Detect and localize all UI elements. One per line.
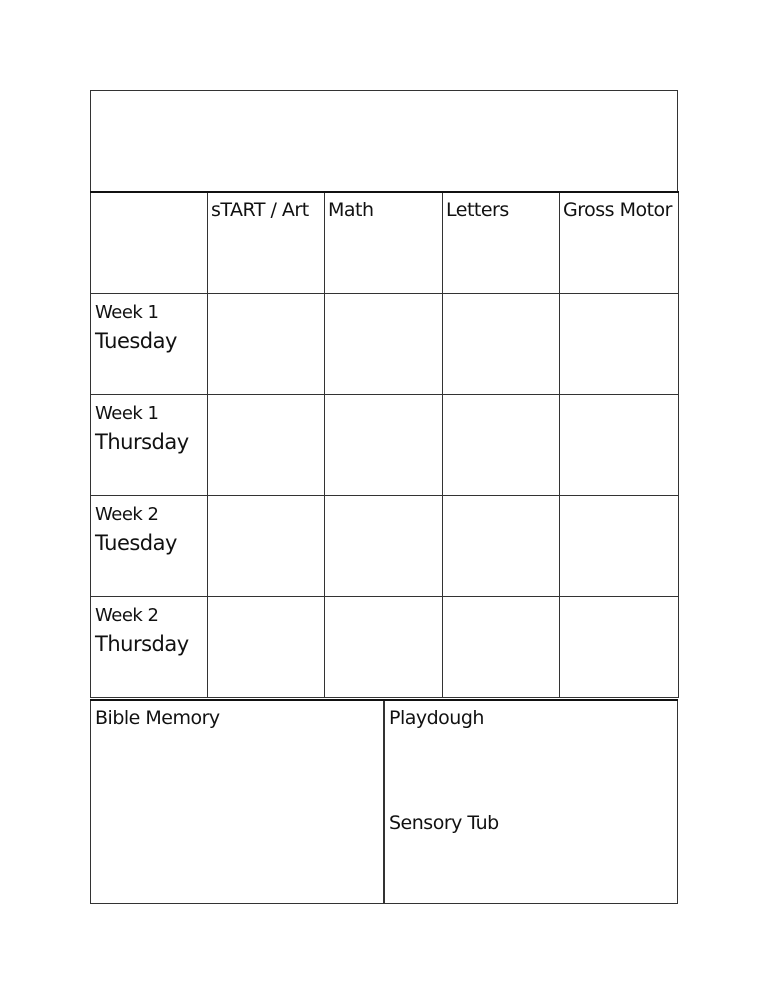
column-header: Math [328, 199, 374, 221]
column-header: sTART / Art [211, 199, 309, 221]
day-label: Tuesday [95, 531, 177, 555]
day-label: Tuesday [95, 329, 177, 353]
header-row [91, 192, 679, 294]
row-label [91, 597, 208, 698]
playdough-sensory-box [384, 701, 678, 904]
bottom-section [90, 699, 678, 905]
header-cell-math [325, 192, 443, 294]
grid-cell [325, 294, 443, 395]
day-label: Thursday [95, 430, 189, 454]
table-row [91, 496, 679, 597]
lesson-plan-sheet [90, 90, 678, 904]
header-cell-letters [443, 192, 560, 294]
sensory-tub-label: Sensory Tub [389, 812, 499, 834]
row-label [91, 395, 208, 496]
grid-cell [560, 395, 679, 496]
grid-cell [208, 597, 325, 698]
grid-cell [443, 395, 560, 496]
table-row [91, 294, 679, 395]
header-cell-start-art [208, 192, 325, 294]
table-row [91, 395, 679, 496]
grid-cell [208, 395, 325, 496]
grid-cell [208, 294, 325, 395]
grid-cell [560, 294, 679, 395]
column-header: Gross Motor [563, 199, 672, 221]
bible-memory-label: Bible Memory [95, 707, 220, 729]
bible-memory-box [90, 701, 384, 904]
grid-cell [325, 597, 443, 698]
header-cell-corner [91, 192, 208, 294]
header-cell-gross-motor [560, 192, 679, 294]
grid-cell [443, 294, 560, 395]
grid-cell [560, 597, 679, 698]
grid-cell [325, 496, 443, 597]
row-label [91, 294, 208, 395]
schedule-grid [90, 191, 679, 698]
grid-cell [208, 496, 325, 597]
column-header: Letters [446, 199, 509, 221]
playdough-label: Playdough [389, 707, 484, 729]
grid-cell [443, 496, 560, 597]
day-label: Thursday [95, 632, 189, 656]
grid-cell [325, 395, 443, 496]
grid-cell [560, 496, 679, 597]
week-label: Week 2 [95, 504, 159, 525]
row-label [91, 496, 208, 597]
week-label: Week 2 [95, 605, 159, 626]
week-label: Week 1 [95, 403, 159, 424]
table-row [91, 597, 679, 698]
grid-cell [443, 597, 560, 698]
week-label: Week 1 [95, 302, 159, 323]
title-box [90, 90, 678, 192]
